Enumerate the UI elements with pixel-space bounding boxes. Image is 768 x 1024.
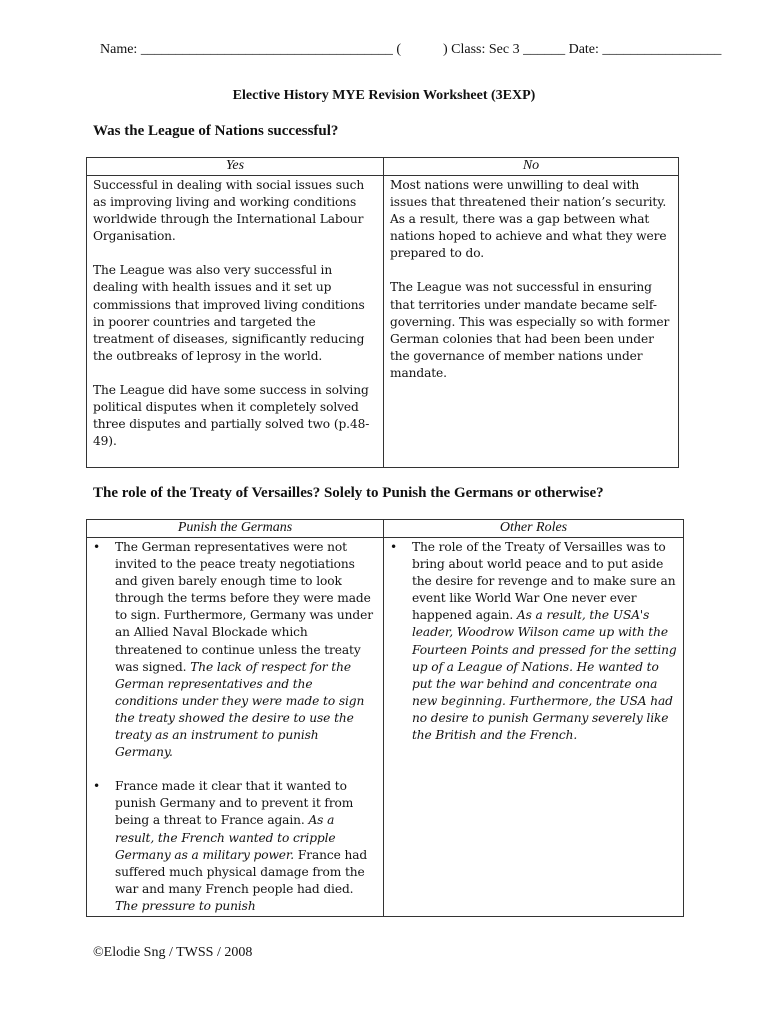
bullet-icon: • bbox=[93, 779, 101, 794]
bullet-icon: • bbox=[390, 540, 398, 554]
bullet-icon: • bbox=[93, 540, 101, 554]
bullet-italic-text: As a result, the USA's leader, Woodrow Wilson came up with the Fourteen Points and pressed for the setting up of a League of Nations. He wanted to put the war behind and concentrate ona new beginning. Furthermore, the USA had no desire to punish Germany severely like the British and the French. bbox=[412, 608, 677, 743]
punish-cell bbox=[87, 538, 384, 917]
footer-copyright: ©Elodie Sng / TWSS / 2008 bbox=[93, 945, 253, 960]
column-header-punish: Punish the Germans bbox=[87, 520, 384, 538]
bullet-text: France made it clear that it wanted to punish Germany and to prevent it from being a threat to France again. bbox=[115, 779, 354, 828]
treaty-table bbox=[86, 519, 684, 917]
yes-cell bbox=[87, 176, 384, 468]
bullet-item bbox=[93, 778, 377, 915]
bullet-text: France had suffered much physical damage from the war and many French people had died. bbox=[115, 847, 368, 896]
bullet-italic-text: As a result, the French wanted to cripple Germany as a military power. bbox=[115, 813, 336, 862]
no-paragraph: The League was not successful in ensuring that territories under mandate became self-governing. This was especially so with former German colonies that had been been under the governance of member nations under mandate. bbox=[390, 280, 670, 380]
no-cell bbox=[384, 176, 679, 468]
header-line bbox=[100, 42, 721, 58]
bullet-item bbox=[93, 539, 377, 761]
bullet-italic-text: The pressure to punish bbox=[115, 898, 256, 913]
yes-paragraph: The League was also very successful in dealing with health issues and it set up commissions that improved living conditions in poorer countries and targeted the treatment of diseases, significantly reducing the outbreaks of leprosy in the world. bbox=[93, 263, 365, 363]
question-2-heading: The role of the Treaty of Versailles? Solely to Punish the Germans or otherwise? bbox=[93, 485, 604, 501]
other-roles-cell bbox=[384, 538, 684, 917]
league-table bbox=[86, 157, 679, 468]
column-header-other-roles: Other Roles bbox=[384, 520, 684, 538]
bullet-text: The German representatives were not invited to the peace treaty negotiations and given barely enough time to look through the terms before they were made to sign. Furthermore, Germany was under an Allied Naval Blockade which threatened to continue unless the treaty was signed. bbox=[115, 540, 373, 674]
name-field-label: Name: ____________________________________ ( bbox=[100, 42, 401, 57]
no-paragraph: Most nations were unwilling to deal with issues that threatened their nation’s security. As a result, there was a gap between what nations hoped to achieve and what they were prepared to do. bbox=[390, 178, 667, 261]
question-1-heading: Was the League of Nations successful? bbox=[93, 123, 339, 139]
column-header-yes: Yes bbox=[87, 158, 384, 176]
bullet-text: The role of the Treaty of Versailles was to bring about world peace and to put aside the desire for revenge and to make sure an event like World War One never ever happened again. bbox=[412, 540, 676, 623]
worksheet-title: Elective History MYE Revision Worksheet (3EXP) bbox=[232, 88, 536, 103]
bullet-italic-text: The lack of respect for the German representatives and the conditions under they were made to sign the treaty showed the desire to use the treaty as an instrument to punish Germany. bbox=[115, 659, 365, 760]
yes-paragraph: The League did have some success in solving political disputes when it completely solved three disputes and partially solved two (p.48-49). bbox=[93, 382, 370, 449]
yes-paragraph: Successful in dealing with social issues such as improving living and working conditions worldwide through the International Labour Organisation. bbox=[93, 178, 365, 244]
column-header-no: No bbox=[384, 158, 679, 176]
class-date-label: ) Class: Sec 3 ______ Date: _________________ bbox=[442, 42, 722, 57]
bullet-item bbox=[390, 539, 677, 744]
